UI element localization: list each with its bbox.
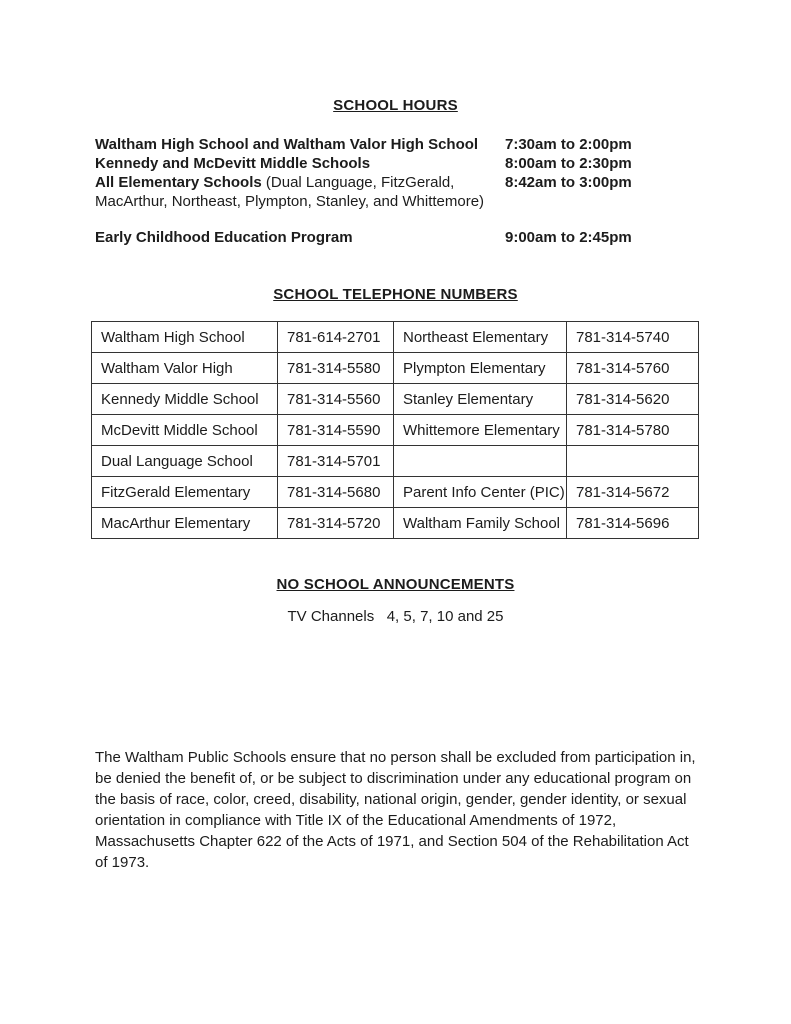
- hours-row: [95, 228, 791, 247]
- phone-number-cell: 781-314-5560: [278, 384, 394, 415]
- hours-school-label: [95, 228, 505, 247]
- phone-number-cell: 781-314-5760: [567, 353, 699, 384]
- table-row: [92, 508, 699, 539]
- hours-school-detail: (Dual Language, FitzGerald,: [261, 174, 455, 191]
- school-name-cell: Waltham Valor High: [92, 353, 278, 384]
- phone-number-cell: 781-314-5701: [278, 446, 394, 477]
- hours-school-label: [95, 192, 505, 211]
- hours-time: 9:00am to 2:45pm: [505, 229, 632, 246]
- hours-school-label: [95, 135, 505, 154]
- table-row: [92, 384, 699, 415]
- hours-school-name: Waltham High School and Waltham Valor High School: [95, 136, 479, 153]
- school-name-cell: MacArthur Elementary: [92, 508, 278, 539]
- school-name-cell: Waltham High School: [92, 322, 278, 353]
- telephone-numbers-title: SCHOOL TELEPHONE NUMBERS: [273, 286, 518, 303]
- school-name-cell: Plympton Elementary: [394, 353, 567, 384]
- telephone-numbers-table: [91, 321, 699, 539]
- hours-time: 8:00am to 2:30pm: [505, 155, 632, 172]
- school-name-cell: Whittemore Elementary: [394, 415, 567, 446]
- nondiscrimination-statement: The Waltham Public Schools ensure that no person shall be excluded from participation in, be denied the benefit of, or be subject to discrimination under any educational program on the basis of race, color, creed, disability, national origin, gender, gender identity, or sexual orientation in compliance with Title IX of the Educational Amendments of 1972, Massachusetts Chapter 622 of the Acts of 1971, and Section 504 of the Rehabilitation Act of 1973.: [95, 749, 696, 871]
- hours-row: [95, 154, 791, 173]
- phone-number-cell: 781-314-5620: [567, 384, 699, 415]
- school-name-cell: Kennedy Middle School: [92, 384, 278, 415]
- phone-number-cell: 781-614-2701: [278, 322, 394, 353]
- tv-channels-line: TV Channels 4, 5, 7, 10 and 25: [287, 608, 504, 625]
- phone-number-cell: 781-314-5780: [567, 415, 699, 446]
- table-row: [92, 415, 699, 446]
- phone-number-cell: 781-314-5740: [567, 322, 699, 353]
- phone-number-cell: 781-314-5680: [278, 477, 394, 508]
- phone-number-cell: 781-314-5590: [278, 415, 394, 446]
- phone-number-cell: [567, 446, 699, 477]
- hours-school-label: [95, 173, 505, 192]
- school-hours-title: SCHOOL HOURS: [333, 97, 458, 114]
- phone-number-cell: 781-314-5672: [567, 477, 699, 508]
- hours-row: [95, 192, 791, 211]
- hours-time: 8:42am to 3:00pm: [505, 174, 632, 191]
- hours-row: [95, 173, 791, 192]
- school-name-cell: Dual Language School: [92, 446, 278, 477]
- school-name-cell: Northeast Elementary: [394, 322, 567, 353]
- table-row: [92, 322, 699, 353]
- school-name-cell: Parent Info Center (PIC): [394, 477, 567, 508]
- hours-school-name: All Elementary Schools: [95, 174, 262, 191]
- table-row: [92, 353, 699, 384]
- table-row: [92, 477, 699, 508]
- hours-spacer: [95, 211, 791, 228]
- phone-number-cell: 781-314-5580: [278, 353, 394, 384]
- school-name-cell: FitzGerald Elementary: [92, 477, 278, 508]
- phone-number-cell: 781-314-5720: [278, 508, 394, 539]
- school-name-cell: Waltham Family School: [394, 508, 567, 539]
- hours-row: [95, 135, 791, 154]
- hours-school-label: [95, 154, 505, 173]
- hours-school-name: Early Childhood Education Program: [95, 229, 353, 246]
- school-hours-section: [95, 135, 791, 247]
- phone-number-cell: 781-314-5696: [567, 508, 699, 539]
- school-name-cell: McDevitt Middle School: [92, 415, 278, 446]
- school-name-cell: [394, 446, 567, 477]
- table-row: [92, 446, 699, 477]
- hours-school-name: Kennedy and McDevitt Middle Schools: [95, 155, 371, 172]
- hours-time: 7:30am to 2:00pm: [505, 136, 632, 153]
- no-school-announcements-title: NO SCHOOL ANNOUNCEMENTS: [276, 576, 515, 593]
- hours-school-detail: MacArthur, Northeast, Plympton, Stanley, and Whittemore): [95, 193, 485, 210]
- school-name-cell: Stanley Elementary: [394, 384, 567, 415]
